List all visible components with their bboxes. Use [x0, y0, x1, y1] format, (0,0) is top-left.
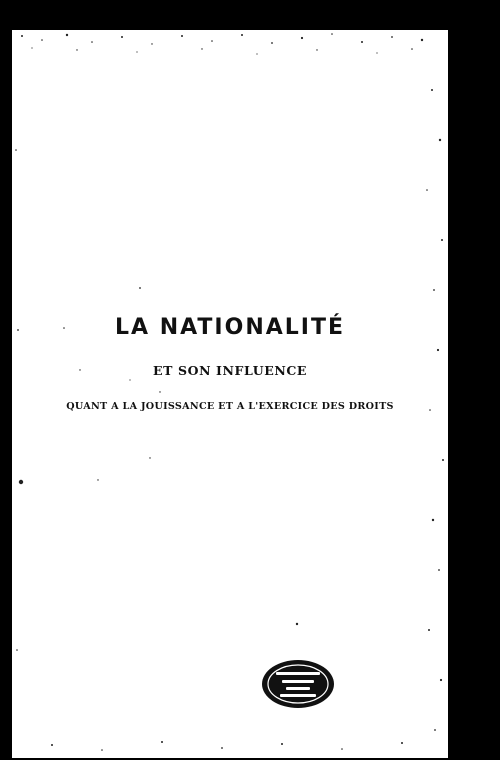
scan-speckle-overlay [12, 30, 448, 758]
book-subtitle: ET SON INFLUENCE [152, 363, 308, 378]
book-title: LA NATIONALITÉ [114, 315, 345, 340]
book-subtitle-detail: QUANT A LA JOUISSANCE ET A L'EXERCICE DES DROITS [66, 401, 394, 412]
library-stamp-icon [258, 656, 338, 712]
book-title-page [12, 30, 448, 758]
